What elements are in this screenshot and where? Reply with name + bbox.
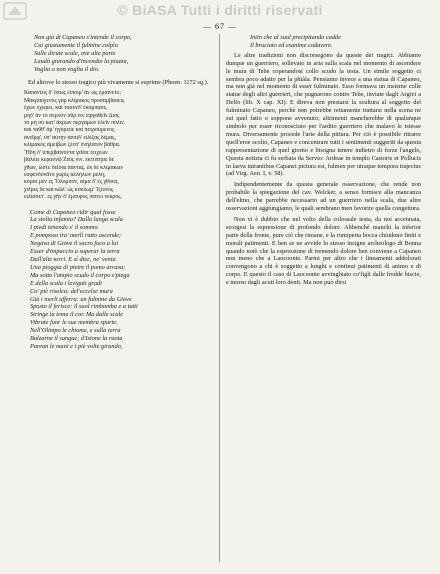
verse-line: Sposto il ferisce: il suol rimbomba e a tutti	[30, 303, 138, 311]
greek-line: βάλλει κεραυνῷ Ζεύς νιν. ἐκτύπησε δὲ	[24, 157, 115, 164]
verse-line: Intin che al suol precipitando cadde	[250, 34, 341, 41]
verse-block-continued	[226, 34, 421, 50]
left-column	[20, 34, 215, 351]
verse-line: Stringe la tema il cor. Ma dalle scale	[30, 311, 124, 319]
greek-line: μηδ' ἄν τὸ σεμνὸν πῦρ νιν εἰργαθεῖν Διὸς	[24, 112, 120, 119]
verse-line: Il bruciato ed esanime cadavere.	[250, 41, 333, 49]
right-column	[226, 34, 421, 287]
greek-line: χθών, ὥστε δεῖσαι πάντας. ἐκ δὲ κλιμάκων	[24, 164, 123, 171]
greek-line: κλίμακος ἀμείβων ξέστ' ἐνήλατον βάθρα.	[24, 142, 121, 149]
verse-line: Co' piè risolca: del'eccelse mura	[30, 287, 113, 295]
greek-line: κόμαι μὲν ἐς Ὄλυμπον, αἷμα δ' ἐς χθόνα,	[24, 179, 119, 186]
verse-line: Dall'alte torri. E sì dice, ne' venia	[30, 255, 116, 263]
paragraph: Indipendentemente da questa generale osservazione, che rende non probabile la spiegazione del cav. Welcker, a senso fornisce alla mancanza dell'elmo, che parrebbe necessario ad un guerriero nella scala, due altre osservazioni aggiungiamo, le quali sembrano men favorire quella congettura.	[226, 181, 421, 213]
greek-line: ἐσφενδονᾶτο χωρὶς ἀλλήλων μέλη,	[24, 171, 106, 178]
verse-line: Già i merli afferra: un fulmine da Giove	[30, 295, 132, 303]
verse-line: Parean le mani e i piè volte girando,	[30, 342, 123, 350]
verse-line: La stolta infamia? Dalla lunga scala	[30, 216, 123, 224]
greek-line: τὸ μὴ οὐ κατ' ἄκρων περγάμων ἑλεῖν πόλιν.	[24, 120, 126, 127]
verse-line: Laudò giurando d'incendio la piazza,	[34, 57, 129, 65]
greek-line: χεῖρες δὲ καὶ κῶλ' ὡς κύκλωμ' Ἰξίονος	[24, 186, 114, 193]
verse-block-translation	[20, 209, 215, 351]
verse-line: Negava di Giove il sacro foco a lui	[30, 240, 119, 248]
greek-line: Μακραύχενος γὰρ κλίμακος προσαμβάσεις	[24, 97, 125, 104]
verse-line: Esser d'impaccio a superar la terra	[30, 248, 120, 256]
column-divider	[219, 34, 220, 562]
greek-quote	[20, 90, 215, 201]
verse-line: Una pioggia di pietre il pomo arrasa;	[30, 263, 126, 271]
greek-line: Ἤδη δ' ὑπερβαίνοντα γεῖσα τειχέων	[24, 149, 108, 156]
verse-line: Nell'Olimpo le chiome, e sulla terra	[30, 327, 121, 335]
verse-line: Cui giustamente il fulmine colpìo	[34, 41, 118, 49]
verse-line: Balzarne il sangue; d'Isione la ruota	[30, 335, 123, 343]
verse-line: Non già di Capaneo s'intende il corpo,	[34, 34, 132, 41]
greek-line: Καπανεὺς δ' ὅπως εἴποιμ' ἄν ὡς ἐμαίνετο;	[24, 90, 121, 97]
verse-line: Voglia o non voglia il dio.	[34, 65, 100, 73]
verse-line: Sulle dirute scale, ove alte porte	[34, 49, 116, 57]
greek-line: καὶ ταῦθ' ἅμ' ἠγόρευε καὶ πετρούμενος	[24, 127, 115, 134]
verse-line: E pomposo tra' merli ratto ascende;	[30, 232, 122, 240]
paragraph: Non vi è dubbio che nel volto della colossale testa, da noi accennata, scorgesi la espressione di profondo dolore. Abbenchè manchi la inferior parte della fronte, pure ciò che rimane, e la romiperta bocca chiudono finiti e morali patimenti. E ben se ne avvide lo stesso insigne archeologo di Bonna quando notò che la espressione di tremendo dolore ben conviene a Capaneo non meno che a Laocoonte. Parmi per altro che i lineamenti addolorati convengono a chi è soggetto a lunghi e continui patimenti di animo e di corpo. E questo il caso di Laocoonte avvinghiato co'figli dalle fredde biscie, e morso dagli acuti loro denti. Ma non può dirsi	[226, 215, 421, 287]
greek-line: εἱλίσσετ'. ἐς γῆν δ' ἔμπυρος πίπτει νεκρός.	[24, 194, 122, 201]
watermark-text: © BiASA Tutti i diritti riservati	[117, 2, 323, 18]
verse-line: E della scala i levigati gradi	[30, 279, 102, 287]
verse-line: Ma sotto l'ampio scudo il corpo s'piega	[30, 271, 130, 279]
page-number: — 67 —	[203, 22, 237, 31]
prose-intro: Ed altrove lo stesso tragico più vivamente si esprime (Phoen. 1172 sq.).	[28, 78, 209, 86]
library-logo-icon	[2, 0, 28, 22]
greek-line: ἀνεῖρφ', ὑπ' αὐτὴν ἀσπίδ' εἰλίξας δέμας,	[24, 134, 116, 141]
greek-line: ἔχων ἐχώρει, καὶ τοσόνδ' ἐκόμπασε,	[24, 105, 108, 112]
verse-line: Come di Capaneo ridir qual fosse	[30, 208, 116, 216]
verse-line: Vibrate fuor le sue membra sparte.	[30, 319, 118, 327]
verse-block-top	[20, 34, 215, 74]
paragraph: Le altre tradizioni non discorsegono da queste dei tragici. Abbiamo dunque un guerriero, sollevato in aria sulla scala nel momento di ascendere le mura di Tebe coperandosi collo scudo la testa. Un simile soggetto ci sembra poco adatto per la phiàla. Pensiamo invece a una statua di Capaneo, ma non già nel momento di esser fulminato. Esso formava un insieme colle statue degli altri guerrieri, che pugnarono contro Tebe, inviate dagli Argivi a Delfo (lib. X cap. XI). E direva non prestarsi la scultura al soggetto del fulminato Capaneo, perchè non potrebbe rettamente trattarsi nella scena ne sui quel fatto o soppone avvenuto; altrimenti mancherebbe di qualunque simbolo per esser riconosciuto per l'ardito guerriero che malavo le istesse mura. Diversamente procede l'arte della pittura. Per ciò è possibile ritrarre quell'eroe scolto, Capaneo e concentrare tutti i sentimenti suggeriti da questa rappresentazione di quel giorno e bisogna tenere indietro di forze l'angelo, Questa notizia ci fu serbata da Servio: Ardeae in templo Castoris et Pollucis in laeva intrantibus Capanei pictura est, fulmen per utraque tempora trajectus (ad Virg. Aen. I, v. 58).	[226, 51, 421, 178]
verse-line: I piedi tenendo s' il sommo	[30, 224, 98, 232]
